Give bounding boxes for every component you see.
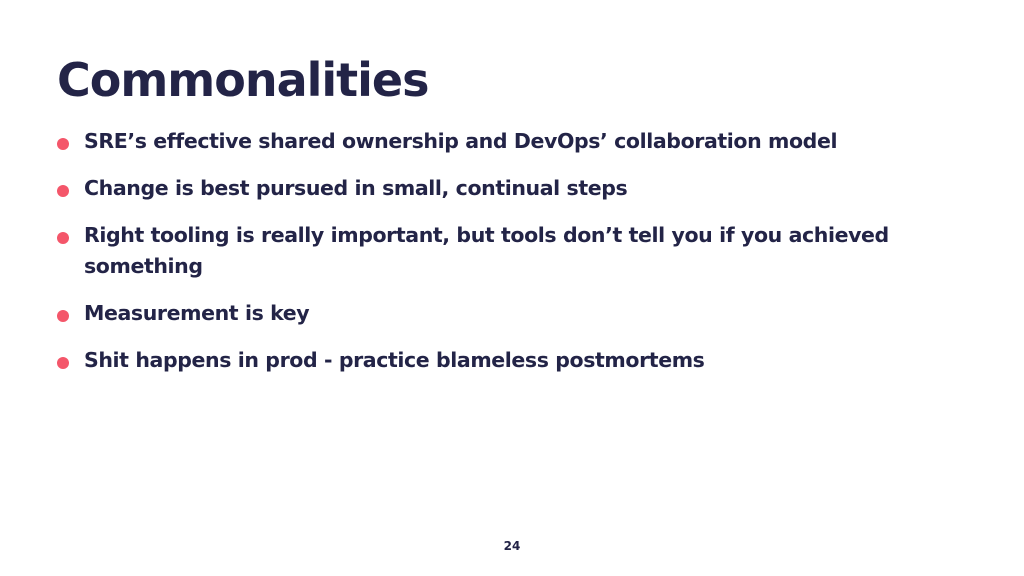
slide-title: Commonalities bbox=[57, 53, 429, 107]
bullet-text: Right tooling is really important, but tools don’t tell you if you achieved something bbox=[84, 223, 889, 278]
bullet-dot-icon bbox=[57, 232, 69, 244]
page-number: 24 bbox=[503, 539, 521, 553]
bullet-text: Shit happens in prod - practice blameless postmortems bbox=[84, 348, 705, 372]
bullet-item bbox=[57, 345, 937, 376]
bullet-list bbox=[57, 126, 937, 392]
bullet-text: Change is best pursued in small, continual steps bbox=[84, 176, 628, 200]
bullet-text: SRE’s effective shared ownership and DevOps’ collaboration model bbox=[84, 129, 838, 153]
bullet-item bbox=[57, 298, 937, 329]
bullet-dot-icon bbox=[57, 138, 69, 150]
bullet-item bbox=[57, 220, 937, 282]
bullet-dot-icon bbox=[57, 185, 69, 197]
bullet-item bbox=[57, 126, 937, 157]
bullet-dot-icon bbox=[57, 310, 69, 322]
bullet-item bbox=[57, 173, 937, 204]
bullet-text: Measurement is key bbox=[84, 301, 310, 325]
bullet-dot-icon bbox=[57, 357, 69, 369]
